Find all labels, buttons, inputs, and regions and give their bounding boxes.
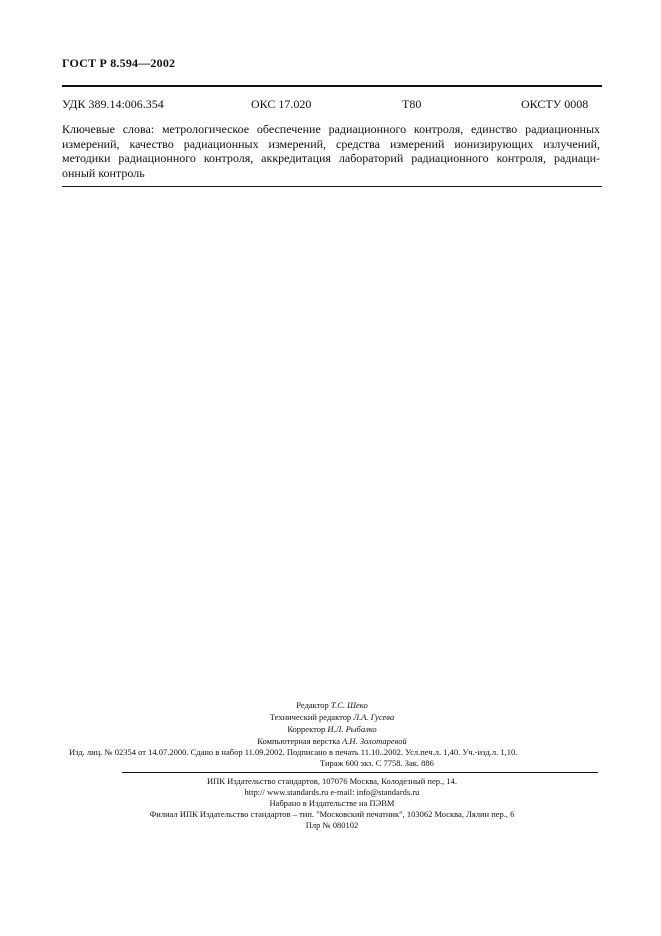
proofreader-credit: [62, 723, 602, 735]
top-divider: [62, 85, 602, 87]
editor-name: Т.С. Шеко: [330, 700, 368, 710]
keywords-line: онный контроль: [62, 165, 145, 180]
keywords-paragraph: [62, 122, 600, 180]
imprint-divider: [122, 772, 598, 773]
printer-branch: Филиал ИПК Издательство стандартов – тип. "Московский печатник", 103062 Москва, Лялин пер., 6: [149, 809, 515, 819]
oks-code: ОКС 17.020: [251, 97, 312, 111]
keywords-divider: [62, 186, 602, 187]
keywords-line: Ключевые слова: метрологическое обеспечение радиационного контроля, единство радиационных: [62, 122, 600, 136]
okstu-code: ОКСТУ 0008: [521, 97, 589, 111]
tech-editor-label: Технический редактор: [269, 712, 352, 722]
publication-info: [69, 747, 609, 768]
typeset-note: Набрано в Издательстве на ПЭВМ: [269, 798, 395, 808]
publication-line: Тираж 600 экз. С 7758. Зак. 886: [320, 757, 434, 768]
group-code: Т80: [402, 97, 422, 111]
publication-line: Изд. лиц. № 02354 от 14.07.2000. Сдано в набор 11.09.2002. Подписано в печать 11.10..2002. Усл.печ.л. 1,40. Уч.-изд.л. 1,10.: [69, 747, 518, 757]
keywords-line: измерений, качество радиационных измерений, средства измерений ионизирующих излучений,: [62, 136, 600, 151]
proofreader-name: И.Л. Рыбалко: [327, 724, 377, 734]
plr-number: Плр № 080102: [305, 820, 359, 830]
layout-label: Компьютерная верстка: [257, 736, 340, 746]
keywords-line: методики радиационного контроля, аккредитация лабораторий радиационного контроля, радиаци-: [62, 151, 600, 165]
document-header-title: ГОСТ Р 8.594—2002: [62, 56, 176, 70]
proofreader-label: Корректор: [287, 724, 326, 734]
layout-name: А.Н. Золотаревой: [342, 736, 407, 746]
tech-editor-credit: [62, 711, 602, 723]
udk-code: УДК 389.14:006.354: [62, 97, 164, 111]
tech-editor-name: Л.А. Гусева: [353, 712, 395, 722]
layout-credit: [62, 735, 602, 747]
publisher-imprint: [62, 776, 602, 831]
editor-label: Редактор: [296, 700, 329, 710]
editor-credit: [62, 699, 602, 711]
publisher-address: ИПК Издательство стандартов, 107076 Москва, Колодезный пер., 14.: [207, 776, 457, 786]
credits-block: [62, 699, 602, 747]
publisher-contacts: http:// www.standards.ru e-mail: info@standards.ru: [244, 787, 420, 797]
